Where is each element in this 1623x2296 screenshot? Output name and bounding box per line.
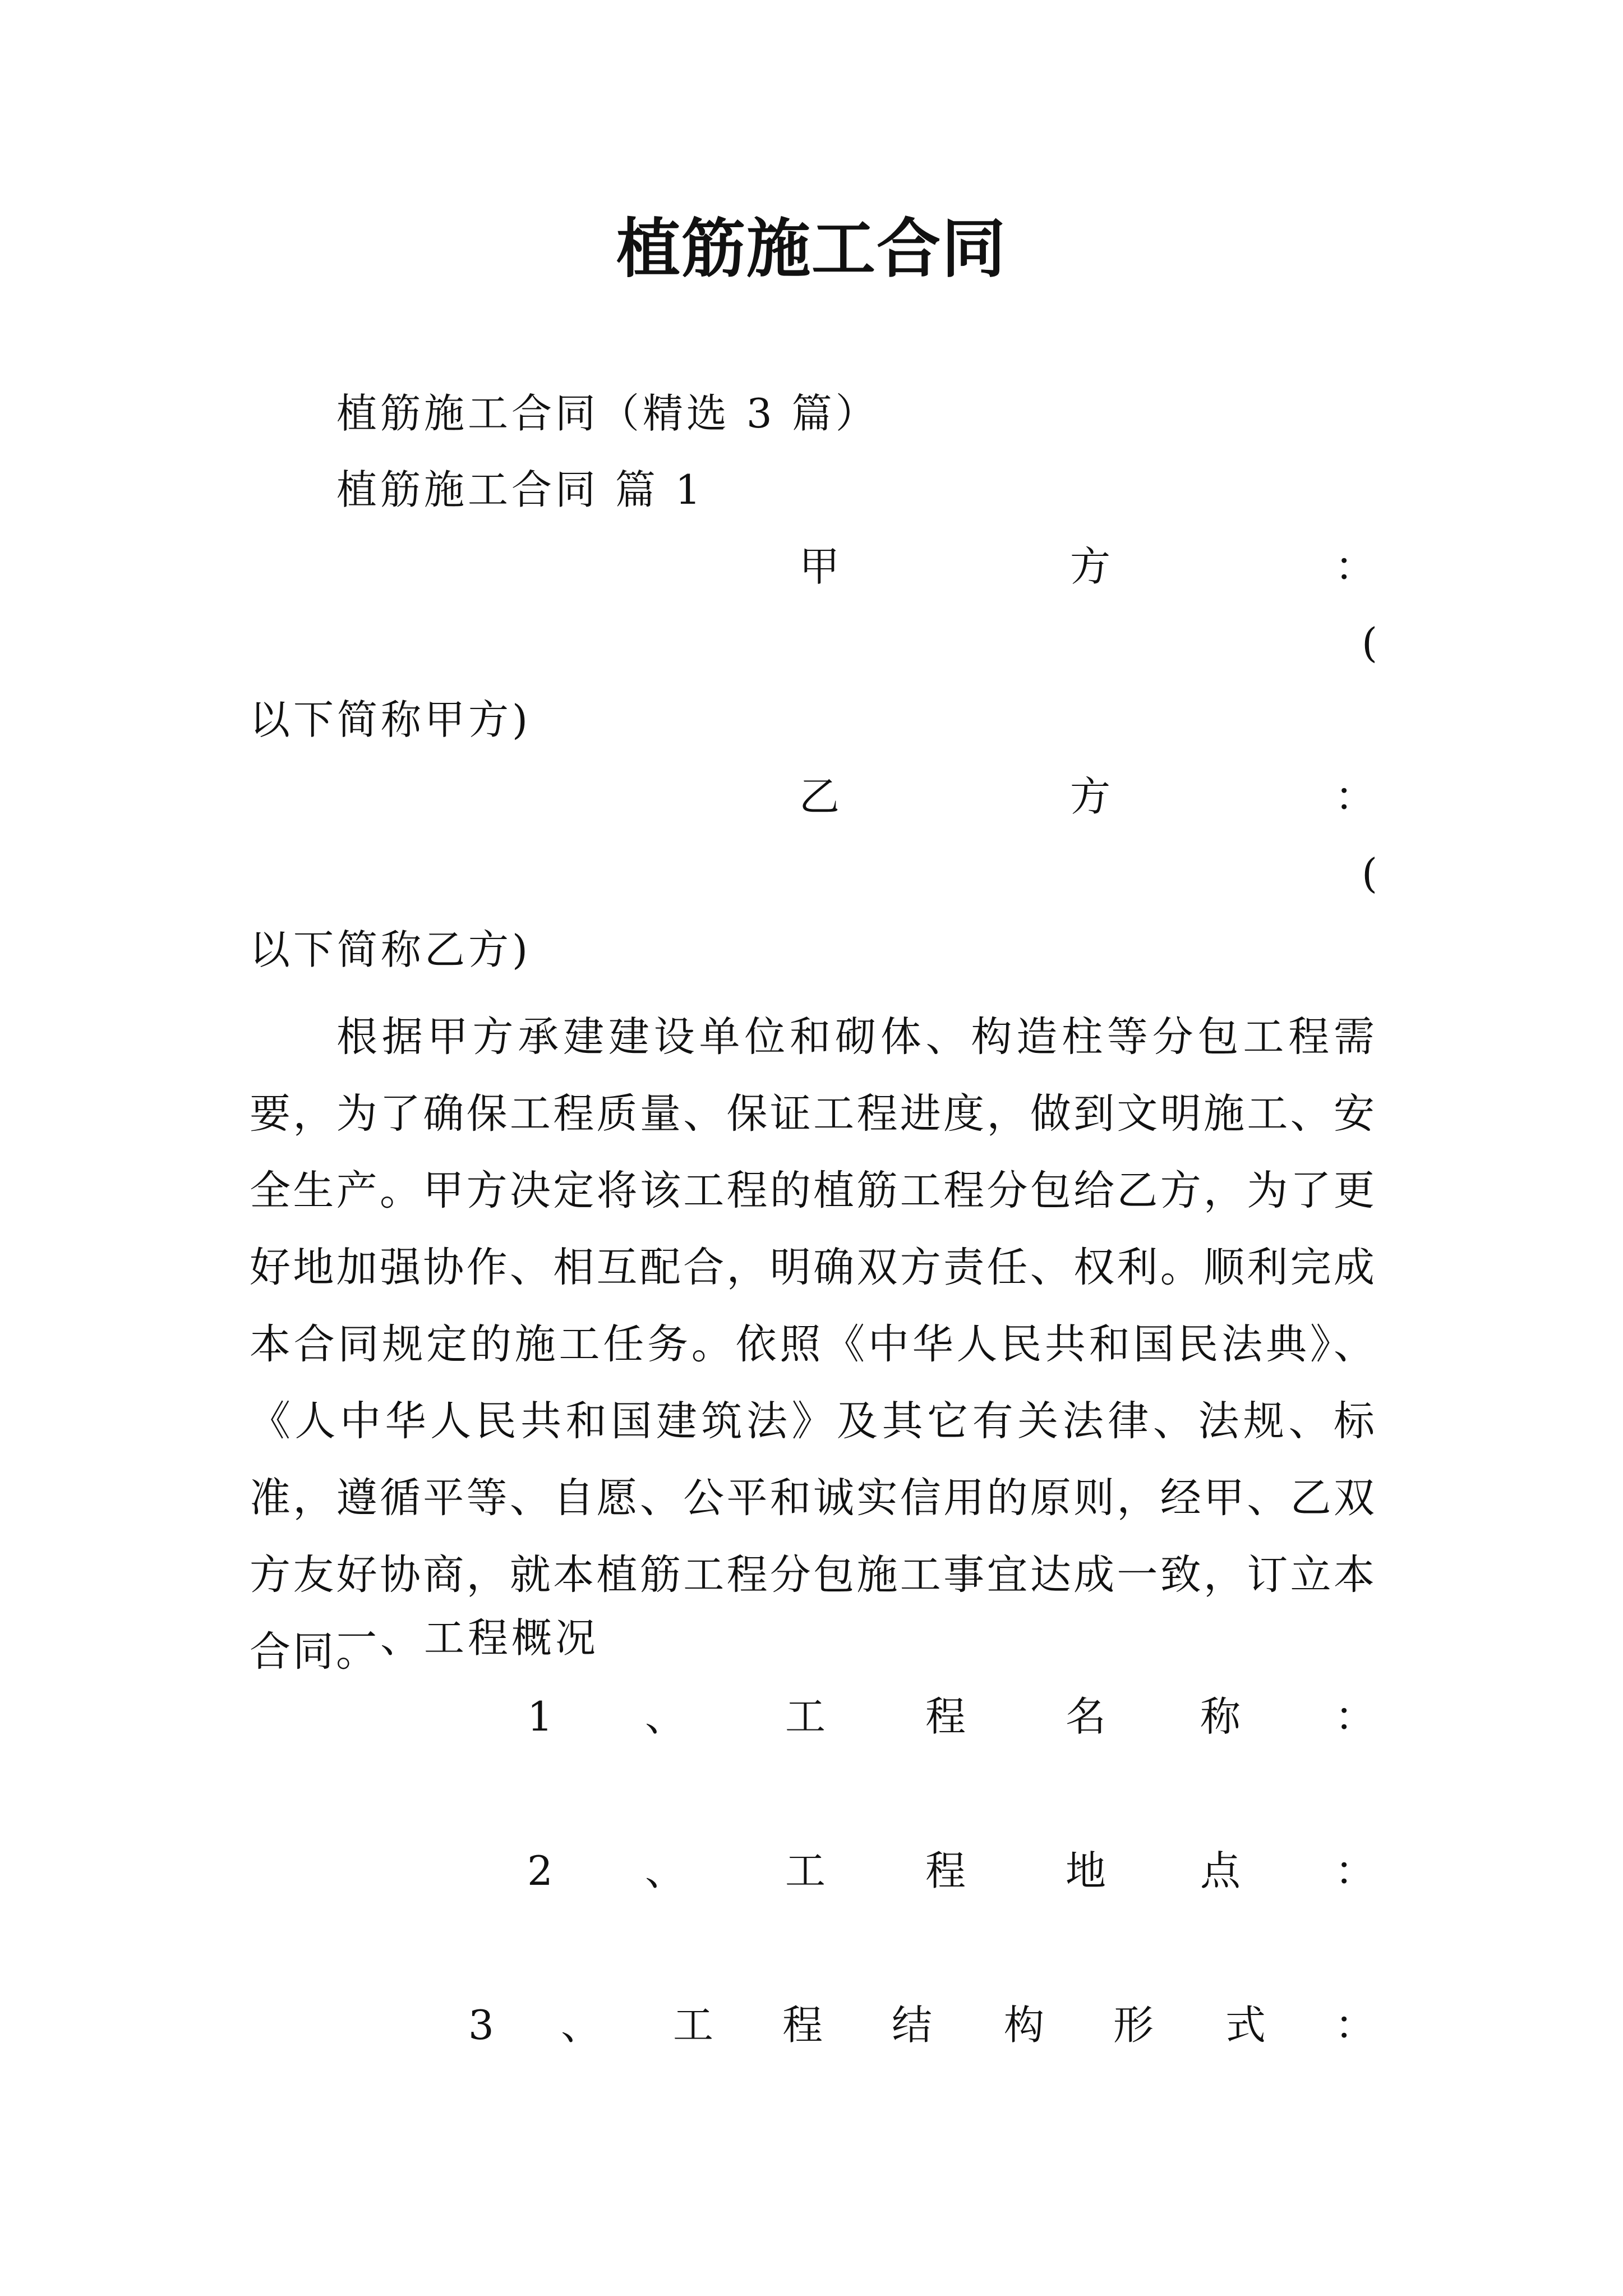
subtitle: 植筋施工合同（精选 3 篇） — [336, 390, 879, 437]
heading-project-overview: 一、工程概况 — [336, 1614, 600, 1662]
section-heading: 植筋施工合同 篇 1 — [336, 466, 704, 513]
party-b-paren: ( — [1362, 850, 1381, 897]
document-page: 植筋施工合同 植筋施工合同（精选 3 篇） 植筋施工合同 篇 1 甲 方 ： ( 以下简称甲方) 乙 方 ： ( 以下简称乙方) 根据甲方承建建设单位和砌体、构造柱等分包工程需要，为了确保工程质量、保证工程进度，做到文明施工、安全生产。甲方决定将该工程的植筋工程分包给乙方，为了更好地加强协作、相互配合，明确双方责任、权利。顺利完成本合同规定的施工任务。依照《中华人民共和国民法典》、《人中华人民共和国建筑法》及其它有关法律、法规、标准，遵循平等、自愿、公平和诚实信用的原则，经甲、乙双方友好协商，就本植筋工程分包施工事宜达成一致，订立本合同。 一、工程概况 1 、 工 程 名 称 ： 2 、 工 程 地 点 ： 3 、 工 程 结 构 形 式 ： — [0, 0, 1623, 2296]
party-b-note: 以下简称乙方) — [250, 926, 532, 973]
party-a-paren: ( — [1362, 619, 1381, 666]
contract-paragraph: 根据甲方承建建设单位和砌体、构造柱等分包工程需要，为了确保工程质量、保证工程进度，做到文明施工、安全生产。甲方决定将该工程的植筋工程分包给乙方，为了更好地加强协作、相互配合，明确双方责任、权利。顺利完成本合同规定的施工任务。依照《中华人民共和国民法典》、《人中华人民共和国建筑法》及其它有关法律、法规、标准，遵循平等、自愿、公平和诚实信用的原则，经甲、乙双方友好协商，就本植筋工程分包施工事宜达成一致，订立本合同。 — [250, 1013, 1377, 1676]
party-a-note: 以下简称甲方) — [250, 696, 532, 743]
document-title: 植筋施工合同 — [616, 211, 1007, 286]
